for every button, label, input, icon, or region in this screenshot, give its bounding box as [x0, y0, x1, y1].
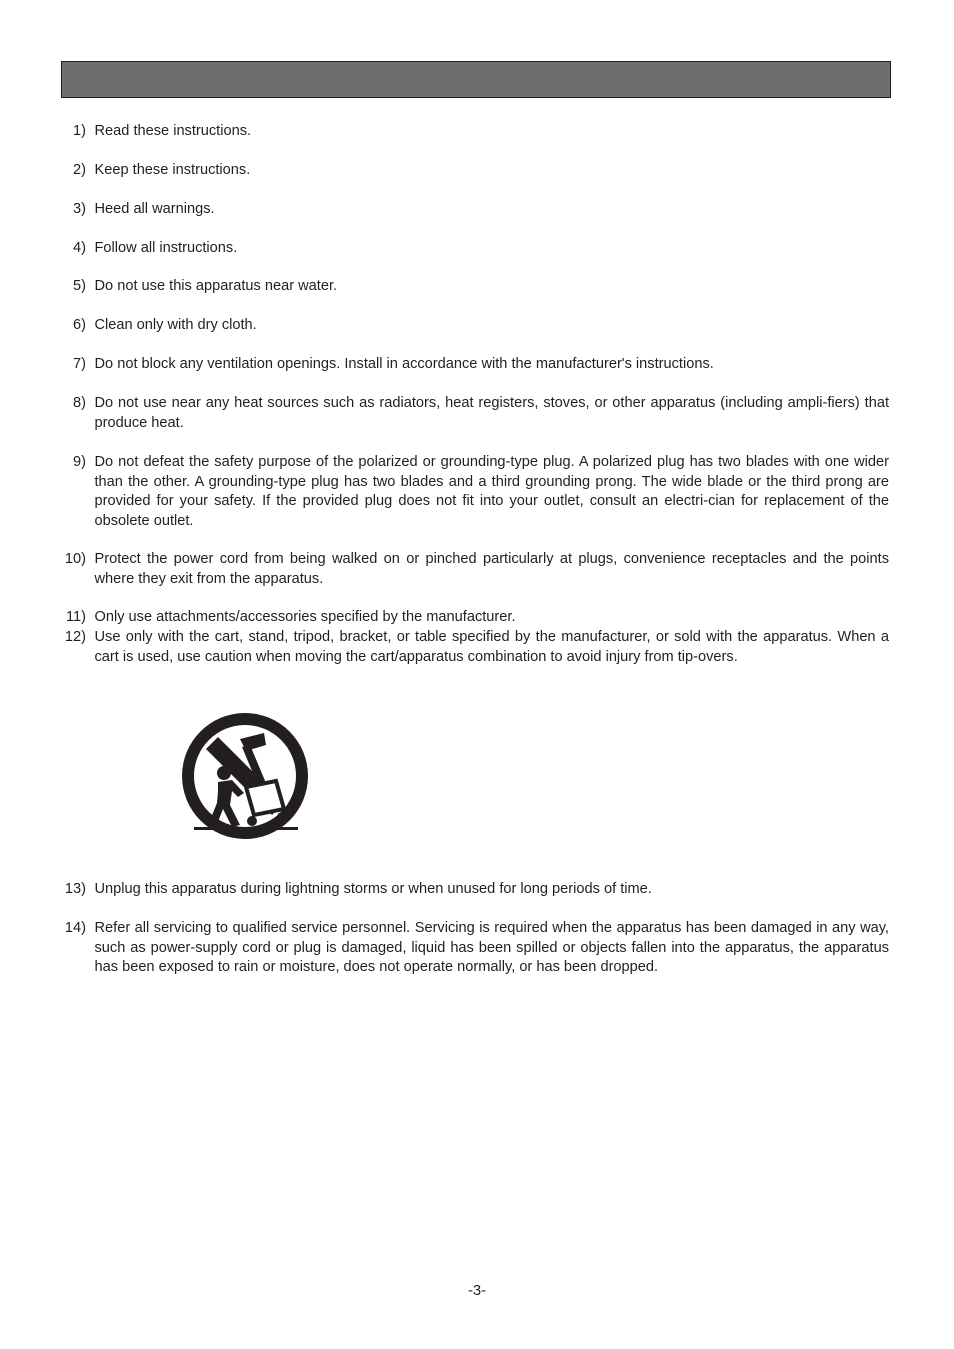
instruction-number: 9) [73, 454, 86, 470]
instruction-number: 10) [64, 551, 86, 567]
instruction-item-8 [60, 394, 889, 433]
instruction-item-6 [60, 316, 889, 336]
instruction-item-13 [60, 880, 889, 900]
instruction-number: 12) [64, 629, 86, 645]
instruction-text: Only use attachments/accessories specified by the manufacturer. [94, 609, 516, 625]
instruction-text: Protect the power cord from being walked on or pinched particularly at plugs, convenience receptacles and the points where they exit from the apparatus. [94, 551, 889, 587]
instruction-item-2 [60, 161, 889, 181]
instruction-item-14 [60, 919, 889, 978]
instruction-text: Do not block any ventilation openings. Install in accordance with the manufacturer's instructions. [94, 356, 714, 372]
instruction-number: 5) [73, 278, 86, 294]
instruction-number: 11) [65, 609, 86, 625]
instruction-number: 13) [64, 881, 86, 897]
instruction-item-7 [60, 355, 889, 375]
instruction-text: Keep these instructions. [94, 162, 251, 178]
instruction-text: Follow all instructions. [94, 240, 238, 256]
instruction-text: Do not use near any heat sources such as radiators, heat registers, stoves, or other apparatus (including ampli-fiers) that produce heat. [94, 395, 889, 431]
instruction-number: 4) [73, 240, 86, 256]
instruction-text: Unplug this apparatus during lightning storms or when unused for long periods of time. [94, 881, 652, 897]
instruction-text: Clean only with dry cloth. [94, 317, 257, 333]
cart-tip-over-warning-icon [180, 711, 310, 841]
instruction-item-10 [60, 550, 889, 589]
instruction-item-11 [60, 608, 889, 628]
section-header-bar [61, 61, 891, 98]
instruction-number: 3) [73, 201, 86, 217]
instruction-number: 6) [73, 317, 86, 333]
instruction-text: Refer all servicing to qualified service personnel. Servicing is required when the apparatus has been damaged in any way, such as power-supply cord or plug is damaged, liquid has been spilled or objects fallen into the apparatus, the apparatus has been exposed to rain or moisture, does not operate normally, or has been dropped. [94, 920, 889, 975]
instruction-item-1 [60, 122, 889, 142]
instruction-item-5 [60, 277, 889, 297]
instruction-item-4 [60, 239, 889, 259]
instruction-number: 2) [73, 162, 86, 178]
instruction-number: 1) [73, 123, 86, 139]
instruction-item-12 [60, 628, 889, 667]
instruction-text: Read these instructions. [94, 123, 252, 139]
instruction-text: Heed all warnings. [94, 201, 215, 217]
instruction-text: Do not defeat the safety purpose of the polarized or grounding-type plug. A polarized plug has two blades with one wider than the other. A grounding-type plug has two blades and a third grounding prong. The wide blade or the third prong are provided for your safety. If the provided plug does not fit into your outlet, consult an electri-cian for replacement of the obsolete outlet. [94, 454, 889, 529]
instruction-number: 7) [73, 356, 86, 372]
instruction-text: Use only with the cart, stand, tripod, bracket, or table specified by the manufacturer, or sold with the apparatus. When a cart is used, use caution when moving the cart/apparatus combination to avoid injury from tip-overs. [94, 629, 889, 665]
instruction-item-3 [60, 200, 889, 220]
instruction-text: Do not use this apparatus near water. [94, 278, 338, 294]
instruction-number: 14) [64, 920, 86, 936]
instruction-number: 8) [73, 395, 86, 411]
instruction-item-9 [60, 453, 889, 531]
page-number: -3- [468, 1283, 486, 1299]
